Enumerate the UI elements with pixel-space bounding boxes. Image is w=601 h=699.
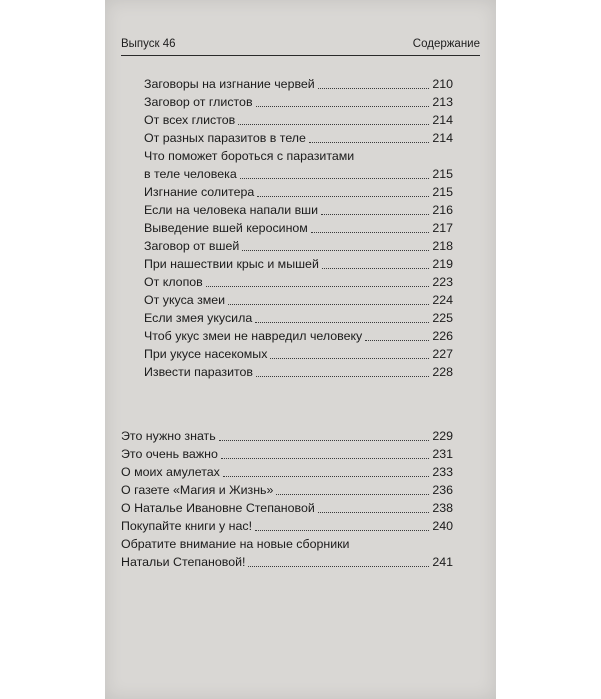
dot-leader: [256, 376, 429, 377]
dot-leader: [206, 286, 430, 287]
toc-page-number: 238: [432, 501, 453, 515]
toc-entry-title-line: Обратите внимание на новые сборники: [121, 537, 350, 551]
toc-entry-title: От укуса змеи: [144, 293, 226, 307]
dot-leader: [256, 106, 430, 107]
section-title: Содержание: [412, 38, 480, 50]
toc-entry-title: Это нужно знать: [121, 429, 216, 443]
toc-page-number: 229: [432, 429, 453, 443]
toc-entry-title-line: Что поможет бороться с паразитами: [144, 149, 355, 163]
toc-entry-title: Чтоб укус змеи не навредил человеку: [144, 329, 363, 343]
toc-entry[interactable]: [144, 130, 453, 147]
dot-leader: [248, 566, 429, 567]
dot-leader: [240, 178, 430, 179]
dot-leader: [365, 340, 429, 341]
toc-entry[interactable]: [144, 256, 453, 273]
dot-leader: [318, 512, 430, 513]
dot-leader: [311, 232, 429, 233]
toc-entry[interactable]: [144, 94, 453, 111]
dot-leader: [221, 458, 429, 459]
toc-entry[interactable]: [121, 428, 453, 445]
toc-page-number: 227: [432, 347, 453, 361]
toc-entry[interactable]: [144, 166, 453, 183]
toc-entry[interactable]: [144, 76, 453, 93]
dot-leader: [223, 476, 429, 477]
toc-entry[interactable]: [121, 518, 453, 535]
toc-entry[interactable]: [144, 364, 453, 381]
issue-label: Выпуск 46: [121, 38, 176, 50]
dot-leader: [321, 214, 429, 215]
toc-page-number: 218: [432, 239, 453, 253]
toc-entry[interactable]: [144, 328, 453, 345]
toc-entry[interactable]: [121, 482, 453, 499]
toc-page-number: 224: [432, 293, 453, 307]
toc-entry-title: Извести паразитов: [144, 365, 254, 379]
toc-entry-title: Покупайте книги у нас!: [121, 519, 253, 533]
toc-page-number: 233: [432, 465, 453, 479]
toc-entry-title: Если на человека напали вши: [144, 203, 319, 217]
toc-page-number: 219: [432, 257, 453, 271]
dot-leader: [242, 250, 429, 251]
toc-entry-title: От разных паразитов в теле: [144, 131, 306, 145]
toc-page-number: 226: [432, 329, 453, 343]
toc-entry-title: Натальи Степановой!: [121, 555, 246, 569]
toc-entry[interactable]: [121, 446, 453, 463]
toc-entry-title: При нашествии крыс и мышей: [144, 257, 319, 271]
dot-leader: [276, 494, 429, 495]
toc-page-number: 225: [432, 311, 453, 325]
toc-entry-title: в теле человека: [144, 167, 237, 181]
toc-entry[interactable]: [121, 464, 453, 481]
toc-page-number: 228: [432, 365, 453, 379]
toc-page-number: 231: [432, 447, 453, 461]
toc-entry-title: Это очень важно: [121, 447, 218, 461]
dot-leader: [255, 322, 429, 323]
dot-leader: [257, 196, 429, 197]
toc-page-number: 210: [432, 77, 453, 91]
toc-entry[interactable]: [121, 500, 453, 517]
toc-entry[interactable]: [144, 238, 453, 255]
toc-entry-title: О газете «Магия и Жизнь»: [121, 483, 274, 497]
dot-leader: [255, 530, 429, 531]
toc-page-number: 213: [432, 95, 453, 109]
toc-entry-title: О моих амулетах: [121, 465, 220, 479]
toc-entry[interactable]: [121, 554, 453, 571]
toc-entry[interactable]: [144, 184, 453, 201]
toc-entry-title: Заговор от глистов: [144, 95, 253, 109]
book-page: [105, 0, 496, 699]
dot-leader: [270, 358, 429, 359]
toc-entry[interactable]: [144, 220, 453, 237]
toc-entry-title: О Наталье Ивановне Степановой: [121, 501, 315, 515]
dot-leader: [219, 440, 430, 441]
toc-entry-title: Заговор от вшей: [144, 239, 240, 253]
toc-entry-title: Выведение вшей керосином: [144, 221, 308, 235]
header-rule: [121, 55, 480, 56]
toc-page-number: 216: [432, 203, 453, 217]
toc-page-number: 217: [432, 221, 453, 235]
toc-entry[interactable]: [144, 292, 453, 309]
toc-entry[interactable]: [144, 346, 453, 363]
dot-leader: [309, 142, 429, 143]
toc-entry[interactable]: [144, 310, 453, 327]
toc-page-number: 215: [432, 185, 453, 199]
dot-leader: [318, 88, 430, 89]
toc-entry-title: Если змея укусила: [144, 311, 253, 325]
toc-page-number: 215: [432, 167, 453, 181]
toc-page-number: 236: [432, 483, 453, 497]
toc-page-number: 241: [432, 555, 453, 569]
dot-leader: [228, 304, 429, 305]
toc-entry-title: От всех глистов: [144, 113, 236, 127]
toc-entry[interactable]: [144, 274, 453, 291]
toc-page-number: 214: [432, 113, 453, 127]
dot-leader: [322, 268, 429, 269]
dot-leader: [238, 124, 429, 125]
toc-entry-title: Заговоры на изгнание червей: [144, 77, 315, 91]
toc-entry[interactable]: [144, 112, 453, 129]
toc-entry[interactable]: [144, 202, 453, 219]
toc-page-number: 240: [432, 519, 453, 533]
toc-entry-title: Изгнание солитера: [144, 185, 255, 199]
toc-page-number: 223: [432, 275, 453, 289]
toc-entry-title: От клопов: [144, 275, 203, 289]
toc-page-number: 214: [432, 131, 453, 145]
toc-entry-title: При укусе насекомых: [144, 347, 268, 361]
